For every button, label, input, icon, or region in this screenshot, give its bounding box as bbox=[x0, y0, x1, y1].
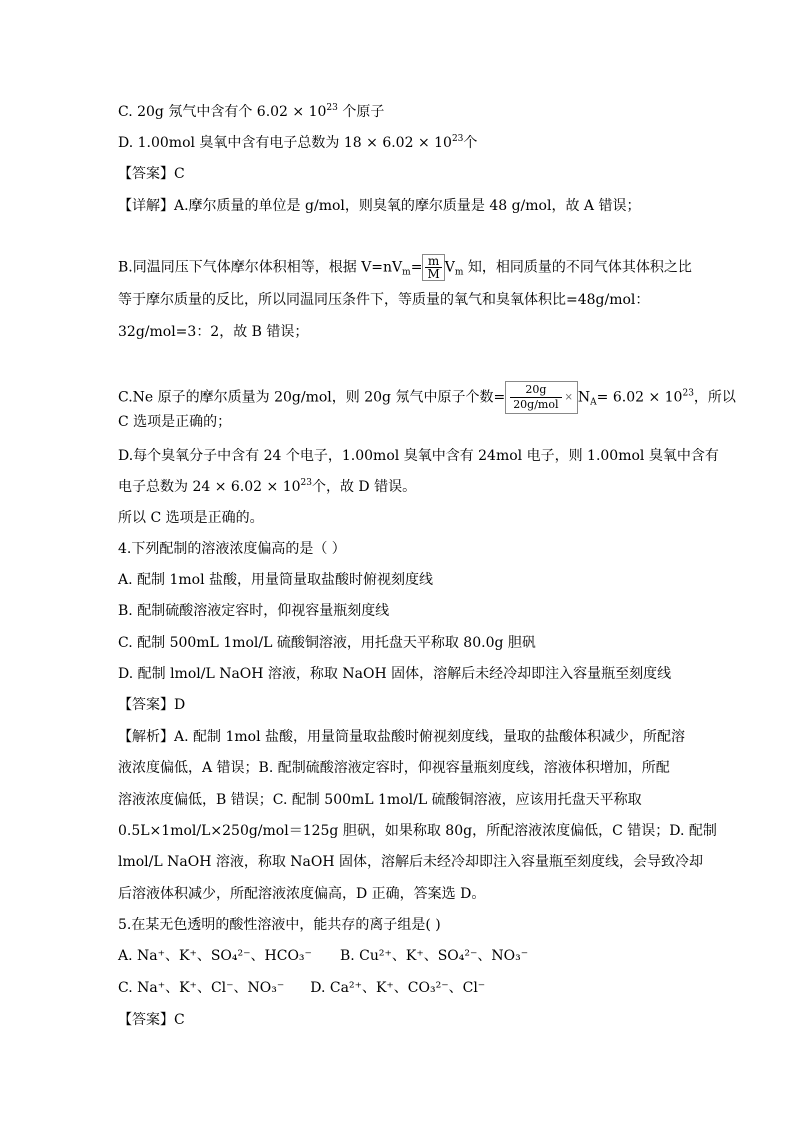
q3-option-c-tail: 个原子 bbox=[337, 104, 385, 120]
fraction-denominator: 20g/mol bbox=[513, 398, 559, 411]
text-span: 知，相同质量的不同气体其体积之比 bbox=[463, 259, 692, 276]
subscript: m bbox=[402, 267, 411, 278]
subscript: A bbox=[590, 397, 597, 408]
subscript: m bbox=[454, 267, 464, 278]
q4-option-d: D. 配制 lmol/L NaOH 溶液，称取 NaOH 固体，溶解后未经冷却即注入容量瓶至刻度线 bbox=[118, 666, 672, 682]
q4-answer: 【答案】D bbox=[118, 697, 186, 713]
q5-options-ab bbox=[118, 946, 678, 966]
fraction-m-over-M bbox=[422, 254, 444, 281]
fraction-20g-over-20g-per-mol bbox=[505, 381, 578, 414]
q5-option-a: A. Na⁺、K⁺、SO₄²⁻、HCO₃⁻ bbox=[118, 948, 312, 964]
q3-answer: 【答案】C bbox=[118, 166, 185, 182]
fraction-numerator: 20g bbox=[510, 383, 561, 398]
q3-detail-b-line1 bbox=[118, 254, 692, 281]
q3-detail-d-line1: D.每个臭氧分子中含有 24 个电子，1.00mol 臭氧中含有 24mol 电子，则 1.00mol 臭氧中含有 bbox=[118, 448, 719, 464]
text-span: ，所以 bbox=[693, 389, 736, 406]
q4-option-c: C. 配制 500mL 1mol/L 硫酸铜溶液，用托盘天平称取 80.0g 胆矾 bbox=[118, 635, 536, 651]
q4-analysis-line6: 后溶液体积减少，所配溶液浓度偏高，D 正确，答案选 D。 bbox=[118, 886, 486, 902]
exponent: 23 bbox=[451, 134, 464, 144]
text-span: 个，故 D 错误。 bbox=[311, 479, 417, 495]
text-span: V bbox=[444, 259, 455, 276]
q5-stem: 5.在某无色透明的酸性溶液中，能共存的离子组是( ) bbox=[118, 917, 441, 933]
text-span: = bbox=[410, 259, 423, 276]
q4-option-b: B. 配制硫酸溶液定容时，仰视容量瓶刻度线 bbox=[118, 603, 390, 619]
text-span: B.同温同压下气体摩尔体积相等，根据 V=nV bbox=[118, 259, 403, 276]
q3-conclusion: 所以 C 选项是正确的。 bbox=[118, 510, 264, 526]
q3-detail-a: 【详解】A.摩尔质量的单位是 g/mol，则臭氧的摩尔质量是 48 g/mol，故 A 错误； bbox=[118, 198, 641, 214]
q4-analysis-line1: 【解析】A. 配制 1mol 盐酸，用量筒量取盐酸时俯视刻度线，量取的盐酸体积减少，所配溶 bbox=[118, 729, 685, 745]
text-span: 电子总数为 24 × 6.02 × 10 bbox=[118, 479, 301, 495]
q3-detail-b-line2: 等于摩尔质量的反比，所以同温同压条件下，等质量的氧气和臭氧体积比=48g/mol： bbox=[118, 292, 650, 308]
exponent: 23 bbox=[326, 103, 338, 113]
q5-answer: 【答案】C bbox=[118, 1012, 185, 1028]
q4-analysis-line2: 液浓度偏低，A 错误；B. 配制硫酸溶液定容时，仰视容量瓶刻度线，溶液体积增加，所配 bbox=[118, 760, 670, 776]
q3-detail-d-line2 bbox=[118, 477, 678, 497]
q3-detail-b-line3: 32g/mol=3：2，故 B 错误； bbox=[118, 324, 309, 340]
q5-options-cd bbox=[118, 978, 678, 998]
exponent: 23 bbox=[682, 388, 694, 399]
q3-option-c-text: C. 20g 氖气中含有个 6.02 × 10 bbox=[118, 104, 327, 120]
text-span: C.Ne 原子的摩尔质量为 20g/mol，则 20g 氖气中原子个数= bbox=[118, 389, 506, 406]
q4-analysis-line4: 0.5L×1mol/L×250g/mol＝125g 胆矾，如果称取 80g，所配溶液浓度偏低，C 错误；D. 配制 bbox=[118, 823, 717, 839]
q3-option-d-text: D. 1.00mol 臭氧中含有电子总数为 18 × 6.02 × 10 bbox=[118, 135, 452, 151]
q4-stem: 4.下列配制的溶液浓度偏高的是（ ） bbox=[118, 541, 346, 557]
q3-option-d-tail: 个 bbox=[463, 135, 478, 151]
fraction-numerator: m bbox=[425, 255, 441, 268]
q4-analysis-line5: lmol/L NaOH 溶液，称取 NaOH 固体，溶解后未经冷却即注入容量瓶至刻度线，会导致冷却 bbox=[118, 854, 704, 870]
q4-option-a: A. 配制 1mol 盐酸，用量筒量取盐酸时俯视刻度线 bbox=[118, 572, 433, 588]
q5-option-d: D. Ca²⁺、K⁺、CO₃²⁻、Cl⁻ bbox=[310, 980, 486, 996]
text-span: N bbox=[577, 389, 591, 406]
exponent: 23 bbox=[300, 478, 312, 488]
q4-analysis-line3: 溶液浓度偏低，B 错误；C. 配制 500mL 1mol/L 硫酸铜溶液，应该用托盘天平称取 bbox=[118, 792, 642, 808]
fraction-denominator: M bbox=[427, 267, 440, 281]
multiply-sign: × bbox=[564, 391, 573, 403]
text-span: = 6.02 × 10 bbox=[596, 389, 683, 406]
q3-detail-c-line1 bbox=[118, 381, 736, 411]
q5-option-b: B. Cu²⁺、K⁺、SO₄²⁻、NO₃⁻ bbox=[339, 948, 529, 964]
q3-detail-c-line2: C 选项是正确的； bbox=[118, 414, 232, 430]
q5-option-c: C. Na⁺、K⁺、Cl⁻、NO₃⁻ bbox=[118, 980, 285, 996]
q3-option-c bbox=[118, 102, 678, 122]
q3-option-d bbox=[118, 133, 678, 153]
